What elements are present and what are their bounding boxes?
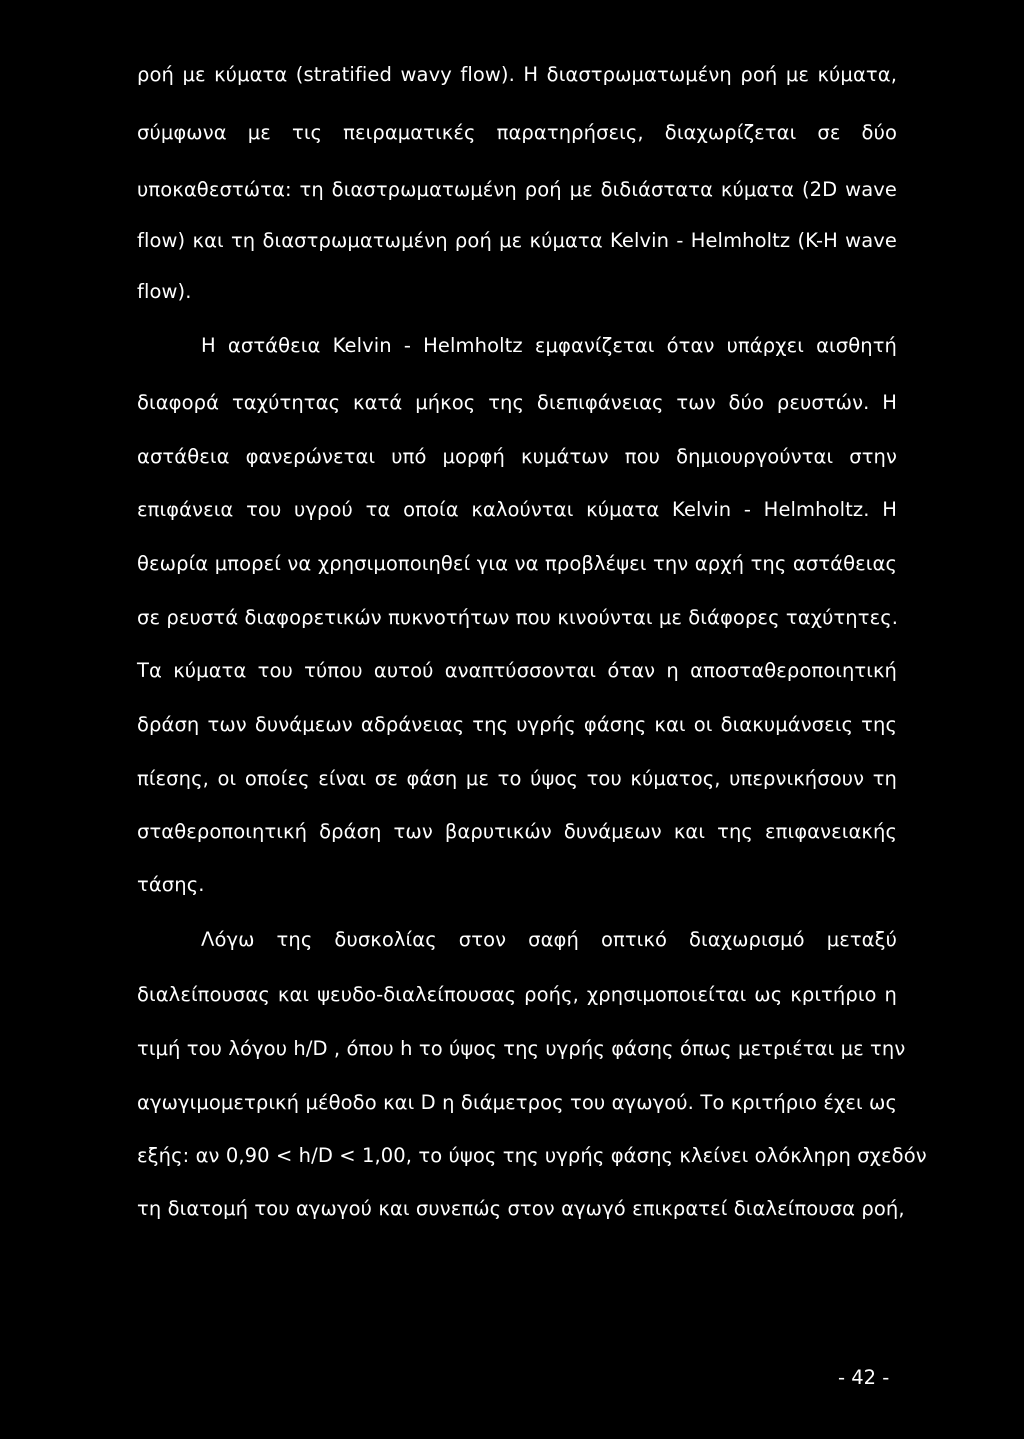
text-line: τιμή του λόγου h/D , όπου h το ύψος της υγρής φάσης όπως μετριέται με την — [137, 1037, 906, 1060]
text-line: Λόγω της δυσκολίας στον σαφή οπτικό διαχωρισμό μεταξύ — [201, 928, 897, 951]
text-line: flow). — [137, 280, 192, 303]
text-line: θεωρία μπορεί να χρησιμοποιηθεί για να προβλέψει την αρχή της αστάθειας — [137, 552, 897, 575]
text-line: δράση των δυνάμεων αδράνειας της υγρής φάσης και οι διακυμάνσεις της — [137, 713, 897, 736]
text-line: αγωγιμομετρική μέθοδο και D η διάμετρος του αγωγού. Το κριτήριο έχει ως — [137, 1091, 897, 1114]
text-line: πίεσης, οι οποίες είναι σε φάση με το ύψος του κύματος, υπερνικήσουν τη — [137, 767, 897, 790]
text-line: διαφορά ταχύτητας κατά μήκος της διεπιφάνειας των δύο ρευστών. Η — [137, 391, 897, 414]
text-line: υποκαθεστώτα: τη διαστρωματωμένη ροή με διδιάστατα κύματα (2D wave — [137, 178, 897, 201]
text-line: επιφάνεια του υγρού τα οποία καλούνται κύματα Kelvin - Helmholtz. Η — [137, 498, 897, 521]
text-line: αστάθεια φανερώνεται υπό μορφή κυμάτων που δημιουργούνται στην — [137, 445, 897, 468]
text-line: εξής: αν 0,90 < h/D < 1,00, το ύψος της υγρής φάσης κλείνει ολόκληρη σχεδόν — [137, 1144, 927, 1167]
text-line: σε ρευστά διαφορετικών πυκνοτήτων που κινούνται με διάφορες ταχύτητες. — [137, 606, 899, 629]
page-number: - 42 - — [838, 1366, 890, 1389]
text-line: Η αστάθεια Kelvin - Helmholtz εμφανίζεται όταν υπάρχει αισθητή — [201, 334, 897, 357]
text-line: flow) και τη διαστρωματωμένη ροή με κύματα Kelvin - Helmholtz (K-H wave — [137, 229, 897, 252]
text-line: ροή με κύματα (stratified wavy flow). Η διαστρωματωμένη ροή με κύματα, — [137, 63, 897, 86]
text-line: Τα κύματα του τύπου αυτού αναπτύσσονται όταν η αποσταθεροποιητική — [137, 659, 897, 682]
text-line: σταθεροποιητική δράση των βαρυτικών δυνάμεων και της επιφανειακής — [137, 820, 897, 843]
text-line: τάσης. — [137, 873, 205, 896]
text-line: διαλείπουσας και ψευδο-διαλείπουσας ροής, χρησιμοποιείται ως κριτήριο η — [137, 983, 897, 1006]
text-line: τη διατομή του αγωγού και συνεπώς στον αγωγό επικρατεί διαλείπουσα ροή, — [137, 1197, 905, 1220]
text-line: σύμφωνα με τις πειραματικές παρατηρήσεις, διαχωρίζεται σε δύο — [137, 121, 897, 144]
